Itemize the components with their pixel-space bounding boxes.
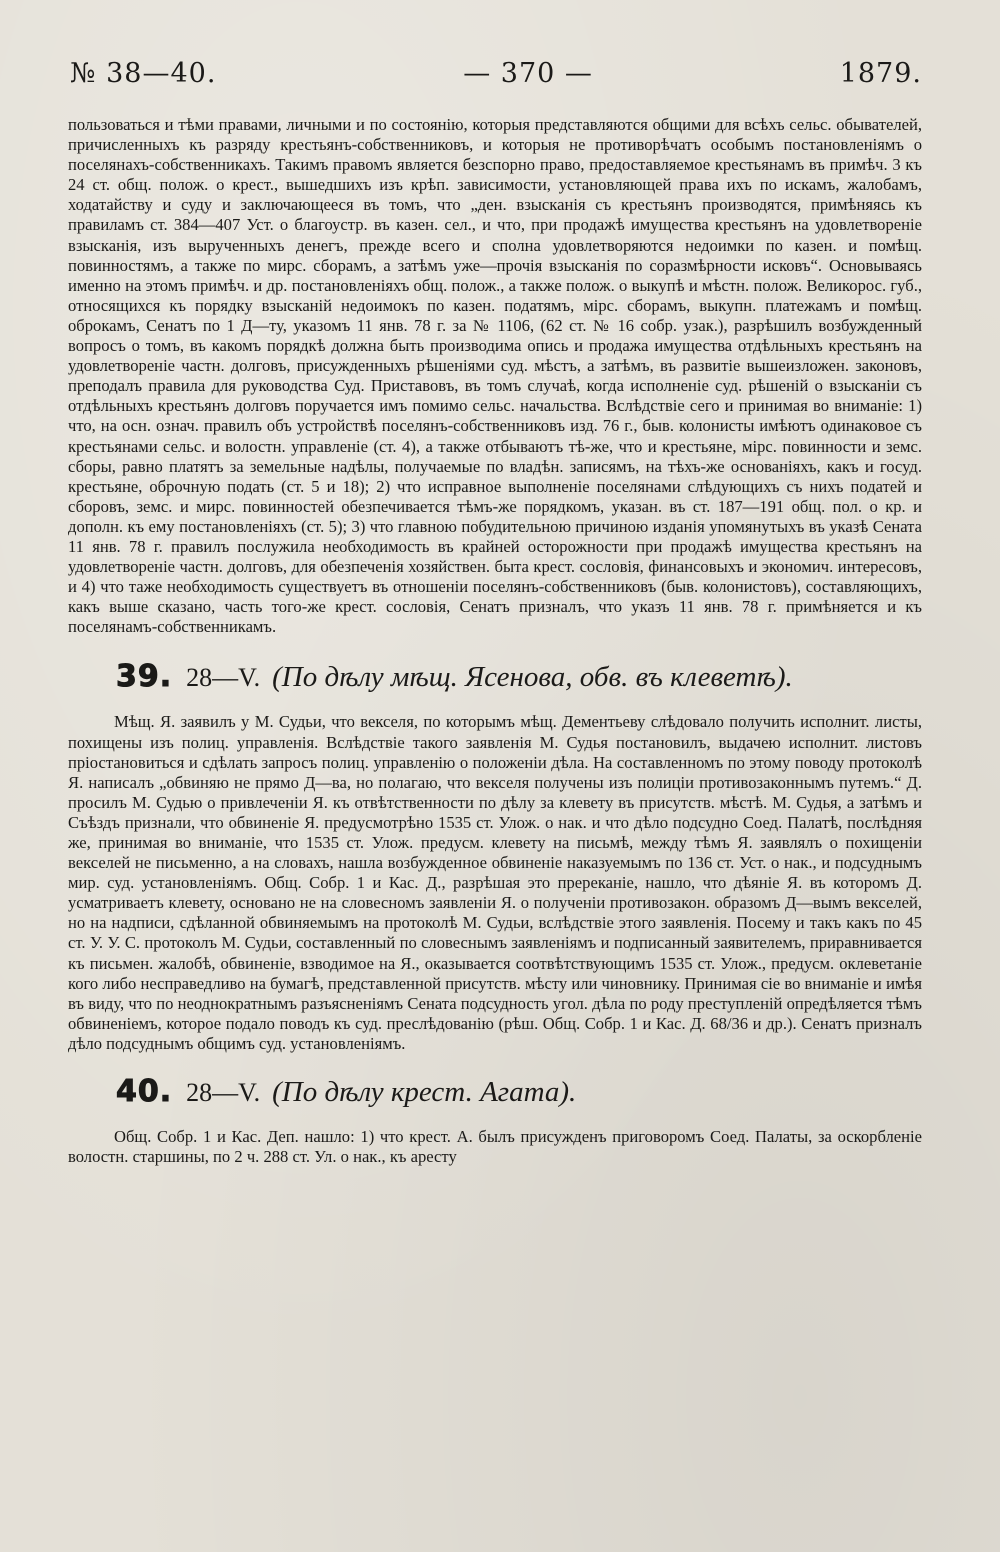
- page-number: — 370 —: [463, 58, 593, 89]
- section-40-heading: [68, 1074, 922, 1109]
- section-38-continuation: [68, 115, 922, 637]
- section-39-heading: [68, 659, 922, 694]
- page-header: [70, 58, 922, 89]
- section-40-body: [68, 1127, 922, 1167]
- case-title: (По дѣлу крест. Агата).: [272, 1076, 577, 1109]
- paragraph-text: Мѣщ. Я. заявилъ у М. Судьи, что векселя, по которымъ мѣщ. Дементьеву слѣдовало получить исполнит. листы, похищены изъ полиц. управленія. Вслѣдствіе такого заявленія М. Судья постановилъ, выдачею исполнит. листовъ пріостановиться и сдѣлать запросъ полиц. управленію о положеніи дѣла. На составленномъ по этому поводу протоколѣ Я. написалъ „обвиняю не прямо Д—ва, но полагаю, что векселя получены изъ полиціи противозаконнымъ путемъ.“ Д. просилъ М. Судью о привлеченіи Я. къ отвѣтственности по дѣлу за клевету въ присутств. мѣстѣ. М. Судья, а затѣмъ и Съѣздъ признали, что обвиненіе Я. предусмотрѣно 1535 ст. Улож. о нак. и что дѣло подсудно Соед. Палатѣ, послѣдняя же, принимая во вниманіе, что 1535 ст. Улож. предусм. клевету на письмѣ, между тѣмъ Я. заявлялъ о похищеніи векселей не письменно, а на словахъ, нашла возбужденное обвиненіе наказуемымъ по 136 ст. Уст. о нак., и подсуднымъ мир. суд. установленіямъ. Общ. Собр. 1 и Кас. Д., разрѣшая это пререканіе, нашло, что дѣяніе Я. въ которомъ Д. усматриваетъ клевету, основано не на словесномъ заявленіи Я. о полученіи противозакон. образомъ Д—вымъ векселей, но на надписи, сдѣланной обвиняемымъ на протоколѣ М. Судьи, вслѣдствіе этого заявленія. Посему и такъ какъ по 45 ст. У. У. С. протоколъ М. Судьи, составленный по словеснымъ заявленіямъ и подписанный заявителемъ, приравнивается къ письмен. жалобѣ, обвиненіе, взводимое на Я., оказывается соотвѣтствующимъ 1535 ст. Улож., предусм. оклеветаніе кого либо несправедливо на бумагѣ, представленной присутств. мѣсту или чиновнику. Принимая сіе во вниманіе и имѣя въ виду, что по неоднократнымъ разъясненіямъ Сената подсудность угол. дѣла по роду преступленій опредѣляется тѣмъ обвиненіемъ, которое подало поводъ къ суд. преслѣдованію (рѣш. Общ. Собр. 1 и Кас. Д. 68/36 и др.). Сенатъ призналъ дѣло подсуднымъ общимъ суд. установленіямъ.: [68, 712, 922, 1053]
- paragraph-text: пользоваться и тѣми правами, личными и по состоянію, которыя представляются общими для всѣхъ сельс. обывателей, причисленныхъ къ разряду крестьянъ-собственниковъ, и которыя не противорѣчатъ особымъ постановленіямъ о поселянахъ-собственникахъ. Такимъ правомъ является безспорно право, предоставляемое крестьянамъ въ примѣч. 3 къ 24 ст. общ. полож. о крест., вышедшихъ изъ крѣп. зависимости, установляющей права ихъ по искамъ, жалобамъ, ходатайству и суду и заключающееся въ томъ, что „ден. взысканія съ крестьянъ производятся, примѣняясь къ правиламъ ст. 384—407 Уст. о благоустр. въ казен. сел., и что, при продажѣ имущества крестьянъ на удовлетвореніе взысканія, изъ вырученныхъ денегъ, прежде всего и сполна удовлетворяются недоимки по казен. и помѣщ. повинностямъ, а также по мирс. сборамъ, а затѣмъ уже—прочія взысканія по соразмѣрности исковъ“. Основываясь именно на этомъ примѣч. и др. постановленіяхъ общ. полож., а также полож. о выкупѣ и мѣстн. полож. Великорос. губ., относящихся къ порядку взысканій недоимокъ по казен. податямъ, мірс. сборамъ, выкупн. платежамъ и помѣщ. оброкамъ, Сенатъ по 1 Д—ту, указомъ 11 янв. 78 г. за № 1106, (62 ст. № 16 собр. узак.), разрѣшилъ возбужденный вопросъ о томъ, въ какомъ порядкѣ должна быть производима опись и продажа имущества отдѣльныхъ крестьянъ на удовлетвореніе частн. долговъ, присужденныхъ рѣшеніями суд. мѣстъ, а затѣмъ, въ развитіе вышеизложен. законовъ, преподалъ правила для руководства Суд. Приставовъ, въ томъ случаѣ, когда исполненіе суд. рѣшеній о взысканіи съ отдѣльныхъ крестьянъ долговъ поручается имъ помимо сельс. начальства. Вслѣдствіе сего и принимая во вниманіе: 1) что, на осн. означ. правилъ объ устройствѣ поселянъ-собственниковъ изд. 76 г., быв. колонисты имѣютъ одинаковое съ крестьянами сельс. и волостн. управленіе (ст. 4), а также отбываютъ тѣ-же, что и крестьяне, мірс. повинности и земс. сборы, равно платятъ за земельные надѣлы, получаемые по владѣн. записямъ, на тѣхъ-же основаніяхъ, какъ и госуд. крестьяне, оброчную подать (ст. 5 и 18); 2) что исправное выполненіе поселянами слѣдующихъ съ нихъ податей и сборовъ, земс. и мирс. повинностей обезпечивается тѣмъ-же порядкомъ, указан. въ ст. 187—191 общ. пол. о кр. и дополн. къ ему постановленіяхъ (ст. 5); 3) что главною побудительною причиною изданія упомянутыхъ въ указѣ Сената 11 янв. 78 г. правилъ послужила необходимость въ крайней осторожности при продажѣ имущества крестьянъ на удовлетвореніе частн. долговъ, для обезпеченія хозяйствен. быта крест. сословія, финансовыхъ и экономич. интересовъ, и 4) что таже необходимость существуетъ въ отношеніи поселянъ-собственниковъ (быв. колонистовъ), составляющихъ, какъ выше сказано, часть того-же крест. сословія, Сенатъ призналъ, что указъ 11 янв. 78 г. примѣняется и къ поселянамъ-собственникамъ.: [68, 115, 922, 637]
- case-title: (По дѣлу мѣщ. Ясенова, обв. въ клеветѣ).: [272, 661, 793, 694]
- issue-number: № 38—40.: [70, 58, 217, 89]
- paragraph-text: Общ. Собр. 1 и Кас. Деп. нашло: 1) что крест. А. былъ присужденъ приговоромъ Соед. Палаты, за оскорбленіе волостн. старшины, по 2 ч. 288 ст. Ул. о нак., къ аресту: [68, 1127, 922, 1167]
- section-date: 28—V.: [186, 1078, 261, 1108]
- section-number: 40.: [116, 1074, 173, 1110]
- year: 1879.: [839, 58, 922, 89]
- section-39-body: [68, 712, 922, 1054]
- section-number: 39.: [116, 659, 173, 695]
- section-date: 28—V.: [186, 663, 261, 693]
